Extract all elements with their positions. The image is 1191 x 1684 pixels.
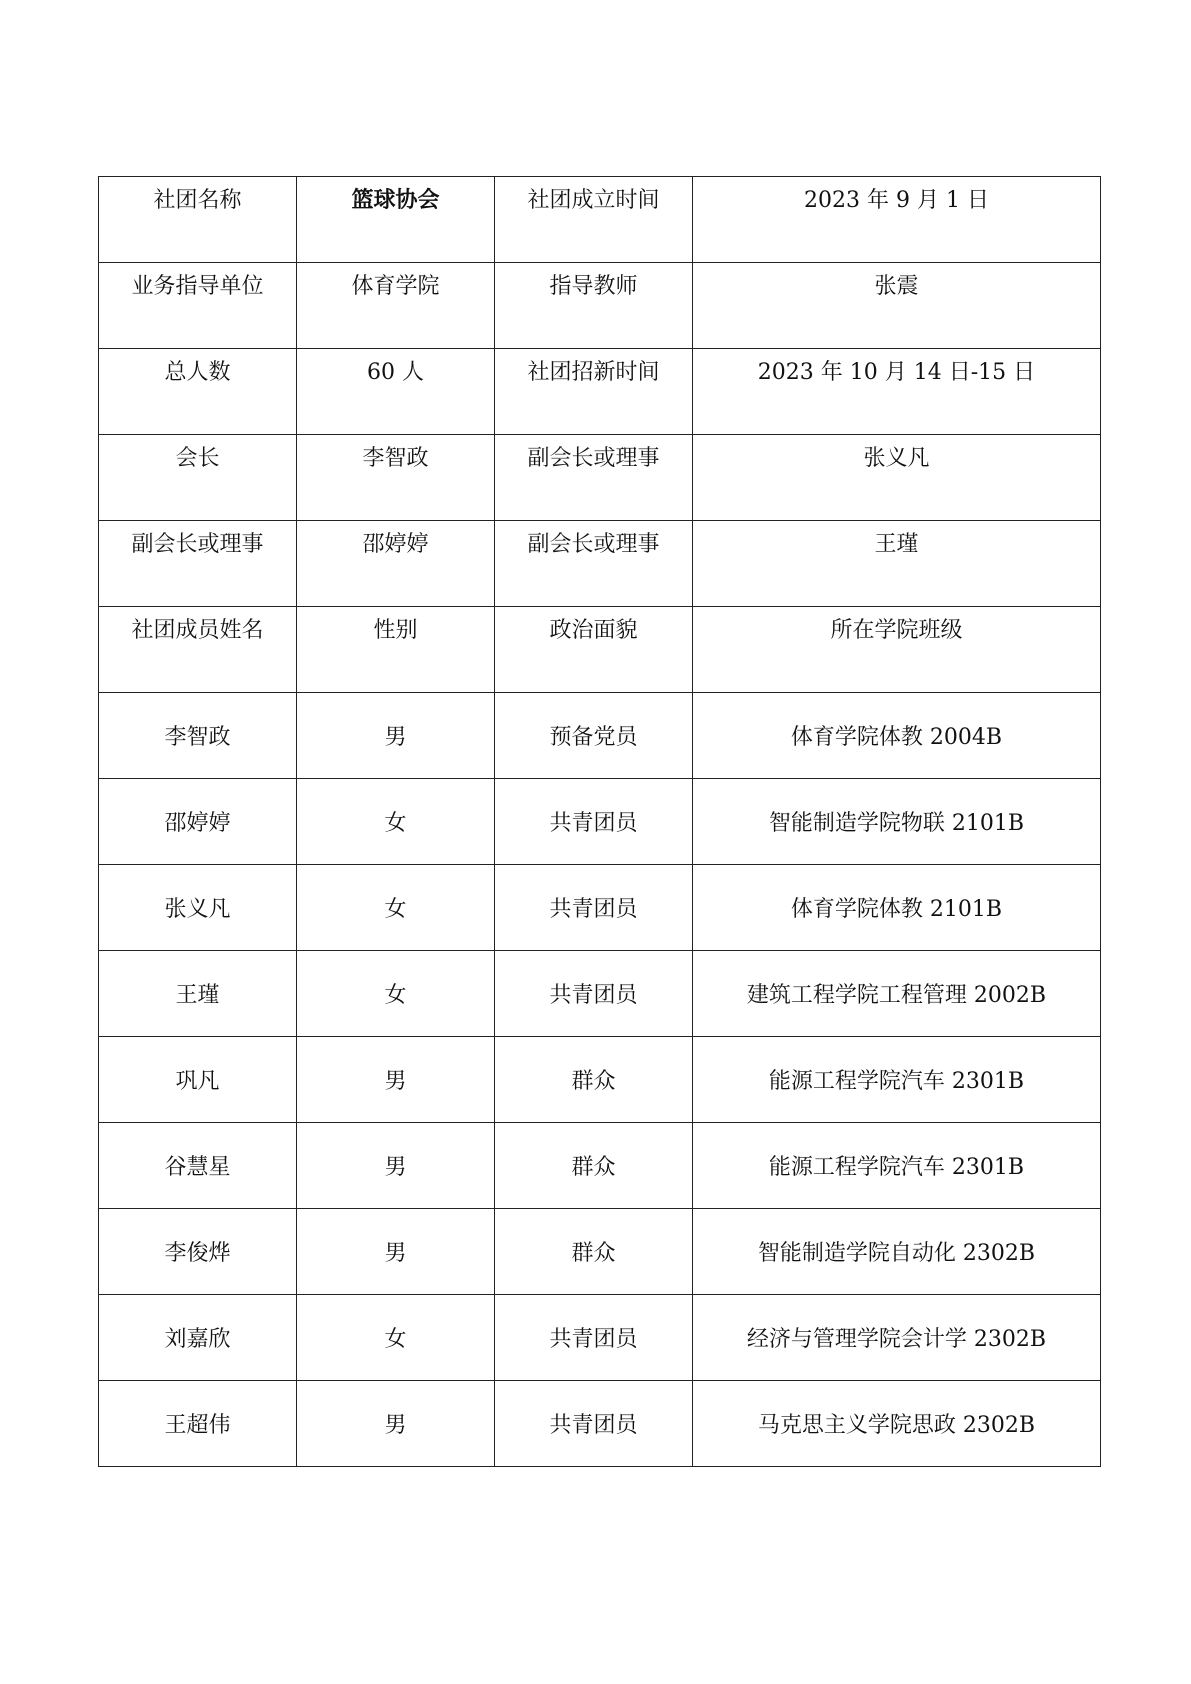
- member-name: 谷慧星: [99, 1123, 297, 1209]
- value-total-members: 60 人: [296, 349, 494, 435]
- member-college-class: 智能制造学院物联 2101B: [692, 779, 1100, 865]
- value-vice-president-3: 王瑾: [692, 521, 1100, 607]
- header-gender: 性别: [296, 607, 494, 693]
- label-advisor: 指导教师: [494, 263, 692, 349]
- member-political-status: 群众: [494, 1037, 692, 1123]
- member-row: [99, 951, 1101, 1037]
- member-political-status: 群众: [494, 1209, 692, 1295]
- member-row: [99, 693, 1101, 779]
- member-college-class: 马克思主义学院思政 2302B: [692, 1381, 1100, 1467]
- member-political-status: 共青团员: [494, 779, 692, 865]
- member-name: 邵婷婷: [99, 779, 297, 865]
- label-founded-date: 社团成立时间: [494, 177, 692, 263]
- member-row: [99, 1209, 1101, 1295]
- info-row-president: [99, 435, 1101, 521]
- value-vice-president-2: 邵婷婷: [296, 521, 494, 607]
- member-college-class: 体育学院体教 2004B: [692, 693, 1100, 779]
- member-college-class: 智能制造学院自动化 2302B: [692, 1209, 1100, 1295]
- member-name: 李智政: [99, 693, 297, 779]
- member-name: 王瑾: [99, 951, 297, 1037]
- member-row: [99, 1123, 1101, 1209]
- header-member-name: 社团成员姓名: [99, 607, 297, 693]
- member-row: [99, 1037, 1101, 1123]
- value-club-name: 篮球协会: [296, 177, 494, 263]
- info-row-vice-presidents: [99, 521, 1101, 607]
- value-president: 李智政: [296, 435, 494, 521]
- member-gender: 男: [296, 1037, 494, 1123]
- member-gender: 女: [296, 779, 494, 865]
- member-college-class: 经济与管理学院会计学 2302B: [692, 1295, 1100, 1381]
- label-president: 会长: [99, 435, 297, 521]
- member-row: [99, 865, 1101, 951]
- member-name: 王超伟: [99, 1381, 297, 1467]
- member-gender: 女: [296, 865, 494, 951]
- header-political-status: 政治面貌: [494, 607, 692, 693]
- member-name: 刘嘉欣: [99, 1295, 297, 1381]
- member-gender: 男: [296, 693, 494, 779]
- info-row-guidance-unit: [99, 263, 1101, 349]
- member-political-status: 共青团员: [494, 1295, 692, 1381]
- member-political-status: 预备党员: [494, 693, 692, 779]
- member-gender: 女: [296, 1295, 494, 1381]
- member-name: 李俊烨: [99, 1209, 297, 1295]
- member-political-status: 群众: [494, 1123, 692, 1209]
- member-gender: 男: [296, 1209, 494, 1295]
- member-college-class: 能源工程学院汽车 2301B: [692, 1123, 1100, 1209]
- label-vice-president-2: 副会长或理事: [99, 521, 297, 607]
- member-college-class: 建筑工程学院工程管理 2002B: [692, 951, 1100, 1037]
- label-vice-president-1: 副会长或理事: [494, 435, 692, 521]
- member-row: [99, 1295, 1101, 1381]
- member-college-class: 能源工程学院汽车 2301B: [692, 1037, 1100, 1123]
- members-header-row: [99, 607, 1101, 693]
- member-gender: 男: [296, 1381, 494, 1467]
- member-gender: 男: [296, 1123, 494, 1209]
- member-name: 巩凡: [99, 1037, 297, 1123]
- header-college-class: 所在学院班级: [692, 607, 1100, 693]
- info-row-total-members: [99, 349, 1101, 435]
- member-college-class: 体育学院体教 2101B: [692, 865, 1100, 951]
- member-political-status: 共青团员: [494, 951, 692, 1037]
- value-advisor: 张震: [692, 263, 1100, 349]
- member-gender: 女: [296, 951, 494, 1037]
- label-recruit-time: 社团招新时间: [494, 349, 692, 435]
- value-guidance-unit: 体育学院: [296, 263, 494, 349]
- member-row: [99, 1381, 1101, 1467]
- info-row-club-name: [99, 177, 1101, 263]
- label-vice-president-3: 副会长或理事: [494, 521, 692, 607]
- member-row: [99, 779, 1101, 865]
- value-vice-president-1: 张义凡: [692, 435, 1100, 521]
- club-info-table: [98, 176, 1101, 1467]
- member-name: 张义凡: [99, 865, 297, 951]
- member-political-status: 共青团员: [494, 865, 692, 951]
- label-total-members: 总人数: [99, 349, 297, 435]
- member-political-status: 共青团员: [494, 1381, 692, 1467]
- label-club-name: 社团名称: [99, 177, 297, 263]
- label-guidance-unit: 业务指导单位: [99, 263, 297, 349]
- value-founded-date: 2023 年 9 月 1 日: [692, 177, 1100, 263]
- value-recruit-time: 2023 年 10 月 14 日-15 日: [692, 349, 1100, 435]
